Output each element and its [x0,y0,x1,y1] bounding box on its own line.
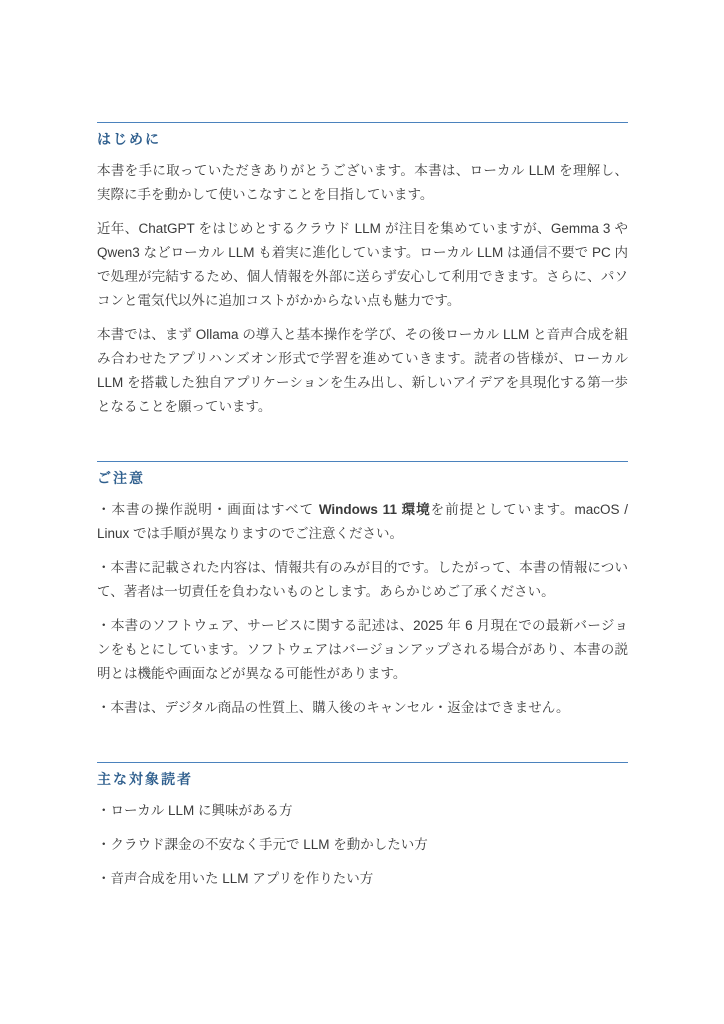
note-text: ・本書の操作説明・画面はすべて [97,502,319,517]
reader-item: ・クラウド課金の不安なく手元で LLM を動かしたい方 [97,837,428,852]
section-heading-notes: ご注意 [97,470,145,486]
section-introduction [97,122,628,419]
note-item: ・本書は、デジタル商品の性質上、購入後のキャンセル・返金はできません。 [97,700,570,715]
intro-paragraph: 本書では、まず Ollama の導入と基本操作を学び、その後ローカル LLM と音声合成を組み合わせたアプリハンズオン形式で学習を進めていきます。読者の皆様が、ローカル LLM を搭載した独自アプリケーションを生み出し、新しいアイデアを具現化する第一歩となることを願っています。 [97,327,628,414]
note-item: ・本書のソフトウェア、サービスに関する記述は、2025 年 6 月現在での最新バージョンをもとにしています。ソフトウェアはバージョンアップされる場合があり、本書の説明とは機能や画面などが異なる可能性があります。 [97,618,628,681]
reader-item: ・音声合成を用いた LLM アプリを作りたい方 [97,871,374,886]
section-heading-introduction: はじめに [97,131,161,147]
reader-item: ・ローカル LLM に興味がある方 [97,803,293,818]
section-target-readers [97,762,628,891]
intro-paragraph: 本書を手に取っていただきありがとうございます。本書は、ローカル LLM を理解し、実際に手を動かして使いこなすことを目指しています。 [97,163,628,202]
section-notes [97,461,628,720]
note-text: を前提としています。macOS / Linux では手順が異なりますのでご注意ください。 [97,502,628,541]
section-heading-target-readers: 主な対象読者 [97,771,193,787]
note-item [97,498,628,546]
note-bold-text: Windows 11 環境 [318,502,431,517]
intro-paragraph: 近年、ChatGPT をはじめとするクラウド LLM が注目を集めていますが、Gemma 3 や Qwen3 などローカル LLM も着実に進化しています。ローカル LLM は通信不要で PC 内で処理が完結するため、個人情報を外部に送らず安心して利用できます。さらに、パソコンと電気代以外に追加コストがかからない点も魅力です。 [97,221,628,308]
note-item: ・本書に記載された内容は、情報共有のみが目的です。したがって、本書の情報について、著者は一切責任を負わないものとします。あらかじめご了承ください。 [97,560,628,599]
